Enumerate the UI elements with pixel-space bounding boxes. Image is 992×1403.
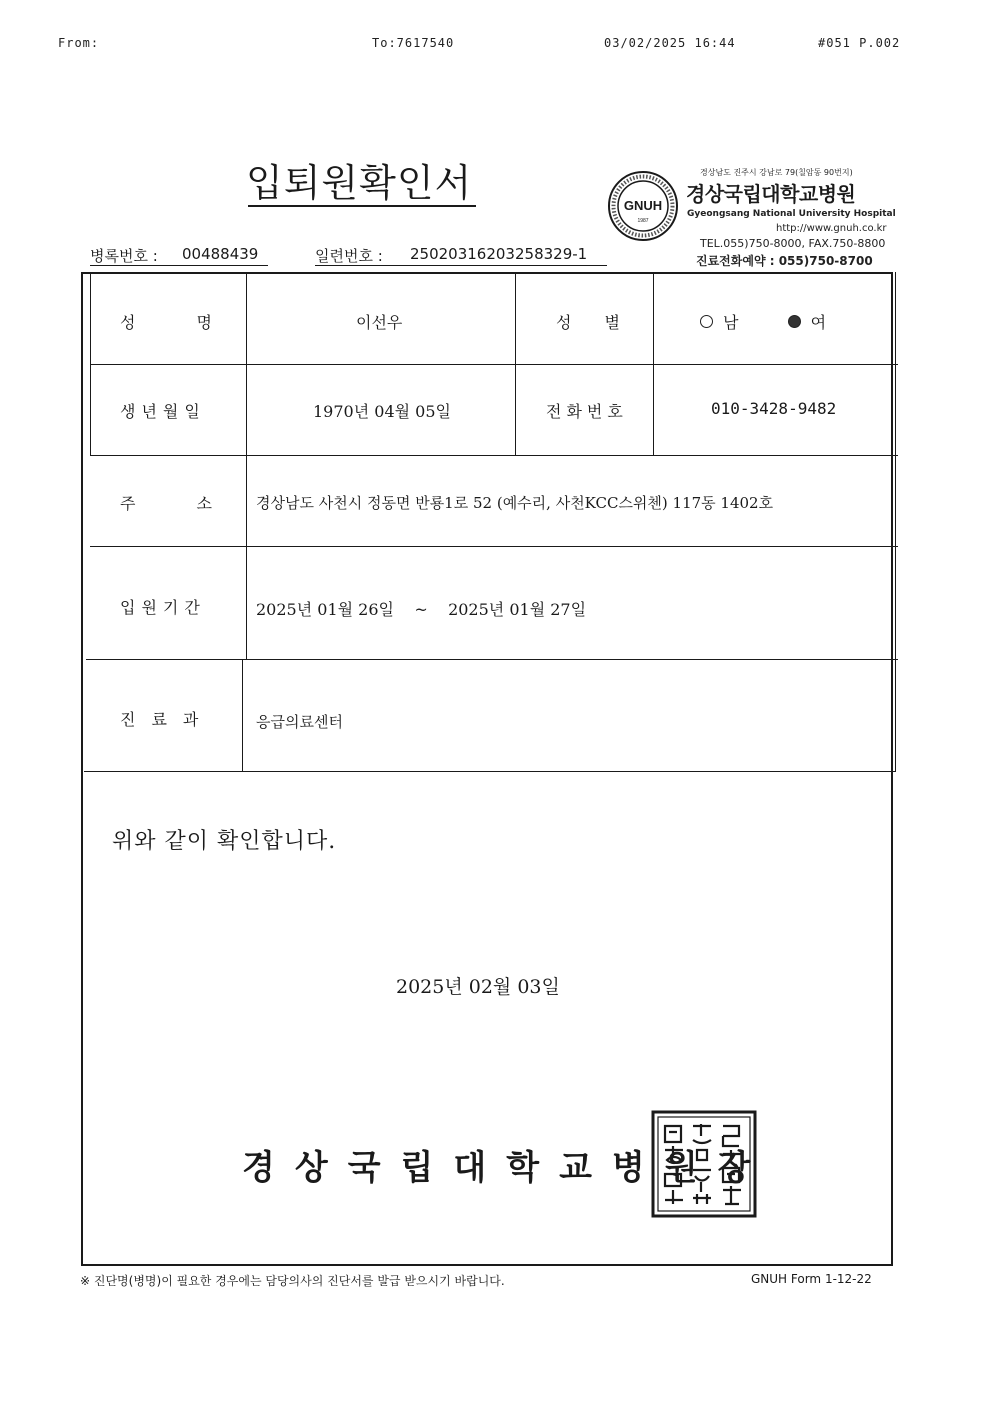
- row-divider: [90, 455, 898, 456]
- phone-value: 010-3428-9482: [711, 399, 837, 418]
- fax-to: To:7617540: [372, 36, 455, 50]
- column-divider: [653, 272, 654, 456]
- ward-number-label: 병록번호 :: [90, 247, 158, 265]
- fax-page: #051 P.002: [818, 36, 901, 50]
- serial-number: 25020316203258329-1: [410, 245, 588, 263]
- sex-options: [700, 310, 826, 333]
- form-number: GNUH Form 1-12-22: [751, 1272, 872, 1286]
- name-value: 이선우: [356, 313, 403, 332]
- official-seal: [651, 1110, 757, 1218]
- confirm-statement: 위와 같이 확인합니다.: [112, 829, 337, 854]
- row-divider: [90, 364, 898, 365]
- sex-female-label: 여: [810, 313, 827, 332]
- footer-note: ※ 진단명(병명)이 필요한 경우에는 담당의사의 진단서를 발급 받으시기 바랍니다.: [80, 1274, 505, 1288]
- fax-from: From:: [58, 36, 100, 50]
- inner-border-right: [895, 272, 896, 772]
- department-value: 응급의료센터: [256, 713, 343, 731]
- hospital-url: http://www.gnuh.co.kr: [776, 223, 887, 234]
- label-column-divider: [246, 272, 247, 659]
- sex-option-female: [788, 310, 826, 333]
- row-divider: [90, 546, 898, 547]
- ward-number: 00488439: [182, 245, 259, 263]
- hospital-tel-fax: TEL.055)750-8000, FAX.750-8800: [700, 237, 886, 250]
- address-value: 경상남도 사천시 정동면 반룡1로 52 (예수리, 사천KCC스위첸) 117동 1402호: [256, 494, 774, 512]
- department-label: 진료과: [120, 710, 215, 729]
- serial-underline: [315, 265, 607, 266]
- hospital-reservation: 진료전화예약 : 055)750-8700: [696, 254, 873, 268]
- logo-text: GNUH: [623, 198, 663, 213]
- fax-datetime: 03/02/2025 16:44: [604, 36, 736, 50]
- filled-circle-icon: [788, 315, 801, 328]
- signer-name: 경상국립대학교병원장: [242, 1148, 771, 1188]
- issue-date: 2025년 02월 03일: [396, 976, 560, 998]
- name-label: 성 명: [120, 313, 212, 332]
- inner-border-left: [90, 272, 91, 456]
- hospital-name-en: Gyeongsang National University Hospital: [687, 209, 896, 219]
- sex-label: 성 별: [556, 313, 620, 332]
- column-divider: [515, 272, 516, 456]
- row-divider: [84, 771, 896, 772]
- logo-year: 1987: [637, 218, 649, 224]
- birth-label: 생년월일: [120, 402, 206, 421]
- document-title: 입퇴원확인서: [246, 161, 473, 205]
- hospital-address: 경상남도 진주시 강남로 79(칠암동 90번지): [700, 168, 853, 177]
- ward-underline: [90, 265, 268, 266]
- empty-circle-icon: [700, 315, 713, 328]
- title-underline: [248, 205, 476, 207]
- sex-male-label: 남: [723, 313, 739, 332]
- birth-value: 1970년 04월 05일: [313, 402, 451, 421]
- hospital-name-kr: 경상국립대학교병원: [686, 182, 856, 206]
- period-value: 2025년 01월 26일 ~ 2025년 01월 27일: [256, 600, 587, 619]
- phone-label: 전화번호: [546, 402, 628, 421]
- hospital-logo: [607, 170, 679, 242]
- period-label: 입원기간: [120, 598, 206, 617]
- sex-option-male: [700, 310, 738, 333]
- serial-number-label: 일련번호 :: [315, 247, 383, 265]
- address-label: 주 소: [120, 494, 212, 513]
- label-column-divider: [242, 659, 243, 772]
- row-divider: [86, 659, 898, 660]
